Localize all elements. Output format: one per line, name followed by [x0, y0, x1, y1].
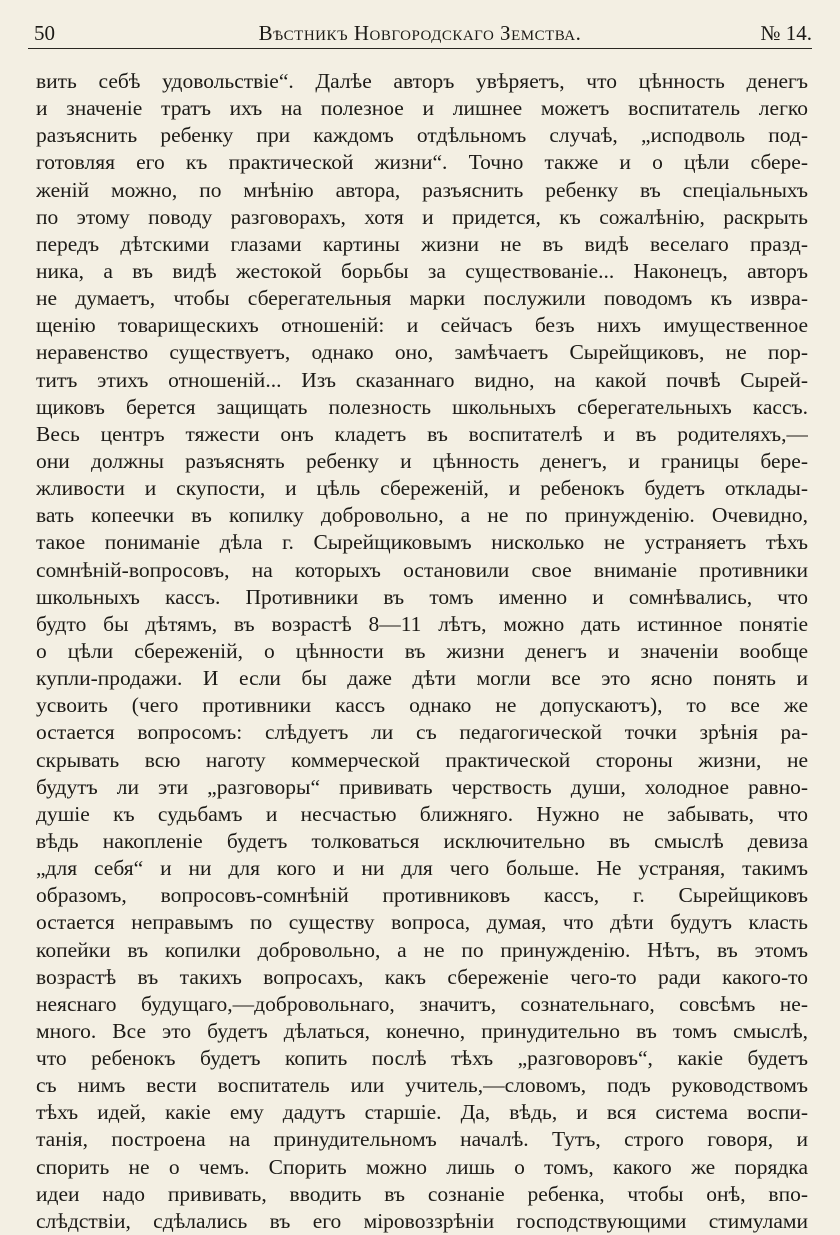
issue-number: № 14. — [760, 21, 812, 45]
text-line: будутъ ли эти „разговоры“ прививать черствость души, холодное равно- — [36, 774, 808, 799]
text-line: Весь центръ тяжести онъ кладетъ въ воспитателѣ и въ родителяхъ,— — [36, 421, 808, 446]
text-line: много. Все это будетъ дѣлаться, конечно, принудительно въ томъ смыслѣ, — [36, 1018, 808, 1043]
text-line: спорить не о чемъ. Спорить можно лишь о томъ, какого же порядка — [36, 1154, 808, 1179]
text-line: женій можно, по мнѣнію автора, разъяснить ребенку въ спеціальныхъ — [36, 177, 808, 202]
text-line: вѣдь накопленіе будетъ толковаться исключительно въ смыслѣ девиза — [36, 828, 808, 853]
text-line: готовляя его къ практической жизни“. Точно также и о цѣли сбере- — [36, 150, 808, 175]
journal-title: Вѣстникъ Новгородскаго Земства. — [258, 21, 582, 45]
text-line: щиковъ берется защищать полезность школьныхъ сберегательныхъ кассъ. — [36, 394, 808, 419]
text-line: и значеніе тратъ ихъ на полезное и лишнее можетъ воспитатель легко — [36, 96, 808, 121]
text-line: не думаетъ, чтобы сберегательныя марки послужили поводомъ къ извра- — [36, 286, 808, 311]
text-line: они должны разъяснять ребенку и цѣнность денегъ, и границы бере- — [36, 448, 808, 473]
text-line: душіе къ судьбамъ и несчастью ближняго. Нужно не забывать, что — [36, 801, 808, 826]
running-head — [28, 18, 812, 49]
text-line: такое пониманіе дѣла г. Сырейщиковымъ нисколько не устраняетъ тѣхъ — [36, 530, 808, 555]
text-line: возрастѣ въ такихъ вопросахъ, какъ сбереженіе чего-то ради какого-то — [36, 964, 808, 989]
text-line: титъ этихъ отношеній... Изъ сказаннаго видно, на какой почвѣ Сырей- — [36, 367, 808, 392]
text-line: вить себѣ удовольствіе“. Далѣе авторъ увѣряетъ, что цѣнность денегъ — [36, 69, 808, 93]
text-line: слѣдствіи, сдѣлались въ его міровоззрѣніи господствующими стимулами — [36, 1208, 808, 1233]
text-line: по этому поводу разговорахъ, хотя и придется, къ сожалѣнію, раскрыть — [36, 204, 808, 229]
text-line: остается вопросомъ: слѣдуетъ ли съ педагогической точки зрѣнія ра- — [36, 720, 808, 745]
text-line: съ нимъ вести воспитатель или учитель,—словомъ, подъ руководствомъ — [36, 1073, 808, 1098]
text-line: неравенство существуетъ, однако оно, замѣчаетъ Сырейщиковъ, не пор- — [36, 340, 808, 365]
text-line: танія, построена на принудительномъ началѣ. Тутъ, строго говоря, и — [36, 1127, 808, 1152]
body-text — [36, 68, 808, 1235]
text-line: образомъ, вопросовъ-сомнѣній противниковъ кассъ, г. Сырейщиковъ — [36, 883, 808, 908]
text-line: школьныхъ кассъ. Противники въ томъ именно и сомнѣвались, что — [36, 584, 808, 609]
text-line: жливости и скупости, и цѣль сбереженій, и ребенокъ будетъ отклады- — [36, 476, 808, 501]
text-line: скрывать всю наготу коммерческой практической стороны жизни, не — [36, 747, 808, 772]
text-line: усвоить (чего противники кассъ однако не допускаютъ), то все же — [36, 693, 808, 718]
text-line: что ребенокъ будетъ копить послѣ тѣхъ „разговоровъ“, какіе будетъ — [36, 1046, 808, 1071]
text-line: ника, а въ видѣ жестокой борьбы за существованіе... Наконецъ, авторъ — [36, 258, 808, 283]
page-number: 50 — [34, 21, 55, 45]
text-line: разъяснить ребенку при каждомъ отдѣльномъ случаѣ, „исподволь под- — [36, 123, 808, 148]
text-line: „для себя“ и ни для кого и ни для чего больше. Не устраняя, такимъ — [36, 856, 808, 881]
text-line: щенію товарищескихъ отношеній: и сейчасъ безъ нихъ имущественное — [36, 313, 808, 338]
text-line: будто бы дѣтямъ, въ возрастѣ 8—11 лѣтъ, можно дать истинное понятіе — [36, 611, 808, 636]
text-line: идеи надо прививать, вводить въ сознаніе ребенка, чтобы онѣ, впо- — [36, 1181, 808, 1206]
text-line: копейки въ копилки добровольно, а не по принужденію. Нѣтъ, въ этомъ — [36, 937, 808, 962]
text-line: купли-продажи. И если бы даже дѣти могли все это ясно понять и — [36, 666, 808, 691]
text-line: неяснаго будущаго,—добровольнаго, значитъ, сознательнаго, совсѣмъ не- — [36, 991, 808, 1016]
text-line: остается неправымъ по существу вопроса, думая, что дѣти будутъ класть — [36, 910, 808, 935]
text-line: тѣхъ идей, какіе ему дадутъ старшіе. Да, вѣдь, и вся система воспи- — [36, 1100, 808, 1125]
text-line: передъ дѣтскими глазами картины жизни не въ видѣ веселаго празд- — [36, 231, 808, 256]
text-line: о цѣли сбереженій, о цѣнности въ жизни денегъ и значеніи вообще — [36, 638, 808, 663]
text-line: вать копеечки въ копилку добровольно, а не по принужденію. Очевидно, — [36, 503, 808, 528]
text-line: сомнѣній-вопросовъ, на которыхъ остановили свое вниманіе противники — [36, 557, 808, 582]
